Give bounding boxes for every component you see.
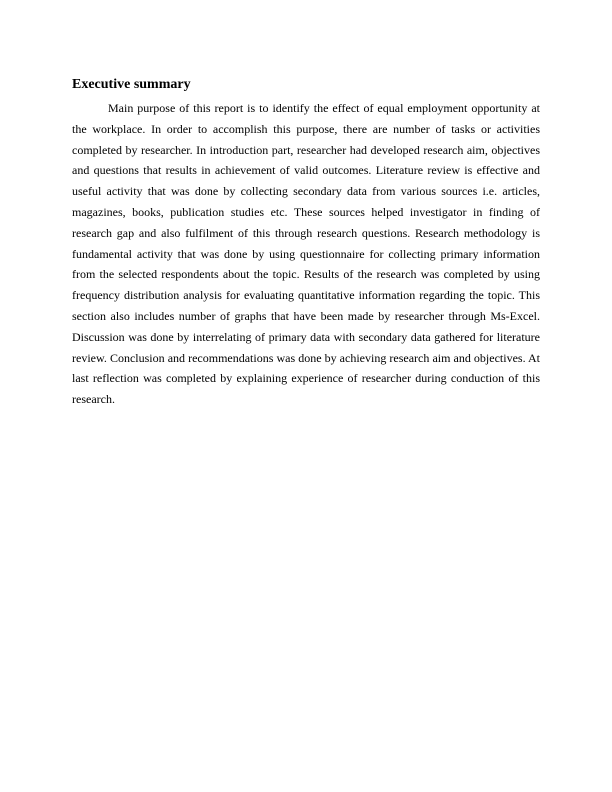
page-content <box>72 76 540 410</box>
section-heading: Executive summary <box>72 77 191 92</box>
body-paragraph: Main purpose of this report is to identify the effect of equal employment opportunity at the workplace. In order to accomplish this purpose, there are number of tasks or activities completed by researcher. In introduction part, researcher had developed research aim, objectives and questions that results in achievement of valid outcomes. Literature review is effective and useful activity that was done by collecting secondary data from various sources i.e. articles, magazines, books, publication studies etc. These sources helped investigator in finding of research gap and also fulfilment of this through research questions. Research methodology is fundamental activity that was done by using questionnaire for collecting primary information from the selected respondents about the topic. Results of the research was completed by using frequency distribution analysis for evaluating quantitative information regarding the topic. This section also includes number of graphs that have been made by researcher through Ms-Excel. Discussion was done by interrelating of primary data with secondary data gathered for literature review. Conclusion and recommendations was done by achieving research aim and objectives. At last reflection was completed by explaining experience of researcher during conduction of this research. <box>72 101 540 407</box>
